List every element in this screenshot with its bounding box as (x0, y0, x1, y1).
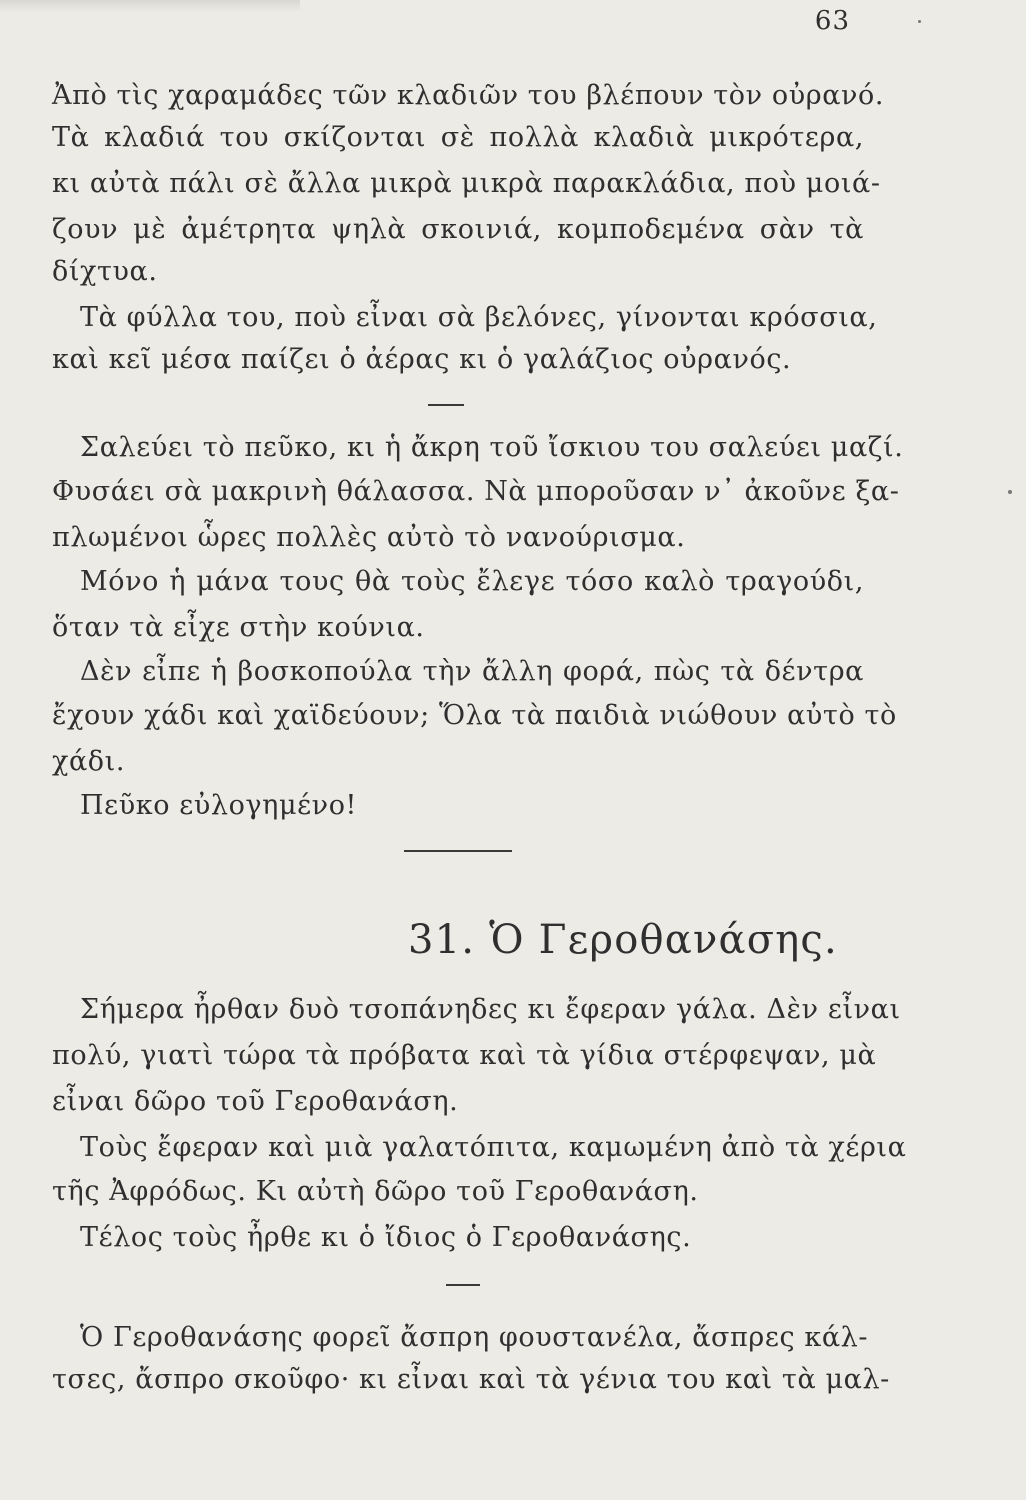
text-line: εἶναι δῶρο τοῦ Γεροθανάση. (52, 1086, 459, 1117)
text-line: καὶ κεῖ μέσα παίζει ὁ ἀέρας κι ὁ γαλάζιος οὐρανός. (52, 344, 792, 375)
scan-speck (918, 20, 921, 23)
text-line: Σήμερα ἦρθαν δυὸ τσοπάνηδες κι ἔφεραν γάλα. Δὲν εἶναι (80, 994, 901, 1025)
chapter-divider (404, 850, 512, 852)
text-line: τῆς Ἀφρόδως. Κι αὐτὴ δῶρο τοῦ Γεροθανάση. (52, 1176, 699, 1207)
text-line: Τὰ φύλλα του, ποὺ εἶναι σὰ βελόνες, γίνονται κρόσσια, (80, 302, 878, 333)
text-line: Τέλος τοὺς ἦρθε κι ὁ ἴδιος ὁ Γεροθανάσης. (80, 1222, 692, 1253)
text-line: Ἀπὸ τὶς χαραμάδες τῶν κλαδιῶν του βλέπουν τὸν οὐρανό. (52, 80, 885, 111)
scan-speck (1008, 490, 1012, 494)
text-line: πολύ, γιατὶ τώρα τὰ πρόβατα καὶ τὰ γίδια στέρφεψαν, μὰ (52, 1040, 877, 1071)
text-line: Φυσάει σὰ μακρινὴ θάλασσα. Νὰ μποροῦσαν ν᾽ ἀκοῦνε ξα- (52, 476, 900, 507)
section-divider (446, 1284, 480, 1286)
text-line: χάδι. (52, 746, 126, 777)
text-line: δίχτυα. (52, 256, 158, 287)
text-line: Τοὺς ἔφεραν καὶ μιὰ γαλατόπιτα, καμωμένη ἀπὸ τὰ χέρια (80, 1132, 907, 1163)
page-top-edge (0, 0, 300, 12)
text-line: ζουν μὲ ἀμέτρητα ψηλὰ σκοινιά, κομποδεμένα σὰν τὰ (52, 214, 864, 245)
text-line: Δὲν εἶπε ἡ βοσκοπούλα τὴν ἄλλη φορά, πὼς τὰ δέντρα (80, 656, 864, 687)
text-line: πλωμένοι ὧρες πολλὲς αὐτὸ τὸ νανούρισμα. (52, 522, 686, 553)
page-number: 63 (814, 6, 850, 36)
chapter-title: 31. Ὁ Γεροθανάσης. (408, 917, 838, 963)
text-line: Σαλεύει τὸ πεῦκο, κι ἡ ἄκρη τοῦ ἴσκιου του σαλεύει μαζί. (80, 432, 904, 463)
text-line: Τὰ κλαδιά του σκίζονται σὲ πολλὰ κλαδιὰ μικρότερα, (52, 122, 864, 153)
text-line: Μόνο ἡ μάνα τους θὰ τοὺς ἔλεγε τόσο καλὸ τραγούδι, (80, 566, 864, 597)
text-line: Ὁ Γεροθανάσης φορεῖ ἄσπρη φουστανέλα, ἄσπρες κάλ- (80, 1322, 869, 1353)
section-divider (428, 404, 464, 406)
text-line: τσες, ἄσπρο σκοῦφο· κι εἶναι καὶ τὰ γένια του καὶ τὰ μαλ- (52, 1364, 890, 1395)
text-line: ὅταν τὰ εἶχε στὴν κούνια. (52, 612, 425, 643)
text-line: Πεῦκο εὐλογημένο! (80, 790, 357, 821)
text-line: κι αὐτὰ πάλι σὲ ἄλλα μικρὰ μικρὰ παρακλάδια, ποὺ μοιά- (52, 168, 881, 199)
text-line: ἔχουν χάδι καὶ χαϊδεύουν; Ὅλα τὰ παιδιὰ νιώθουν αὐτὸ τὸ (52, 700, 897, 731)
